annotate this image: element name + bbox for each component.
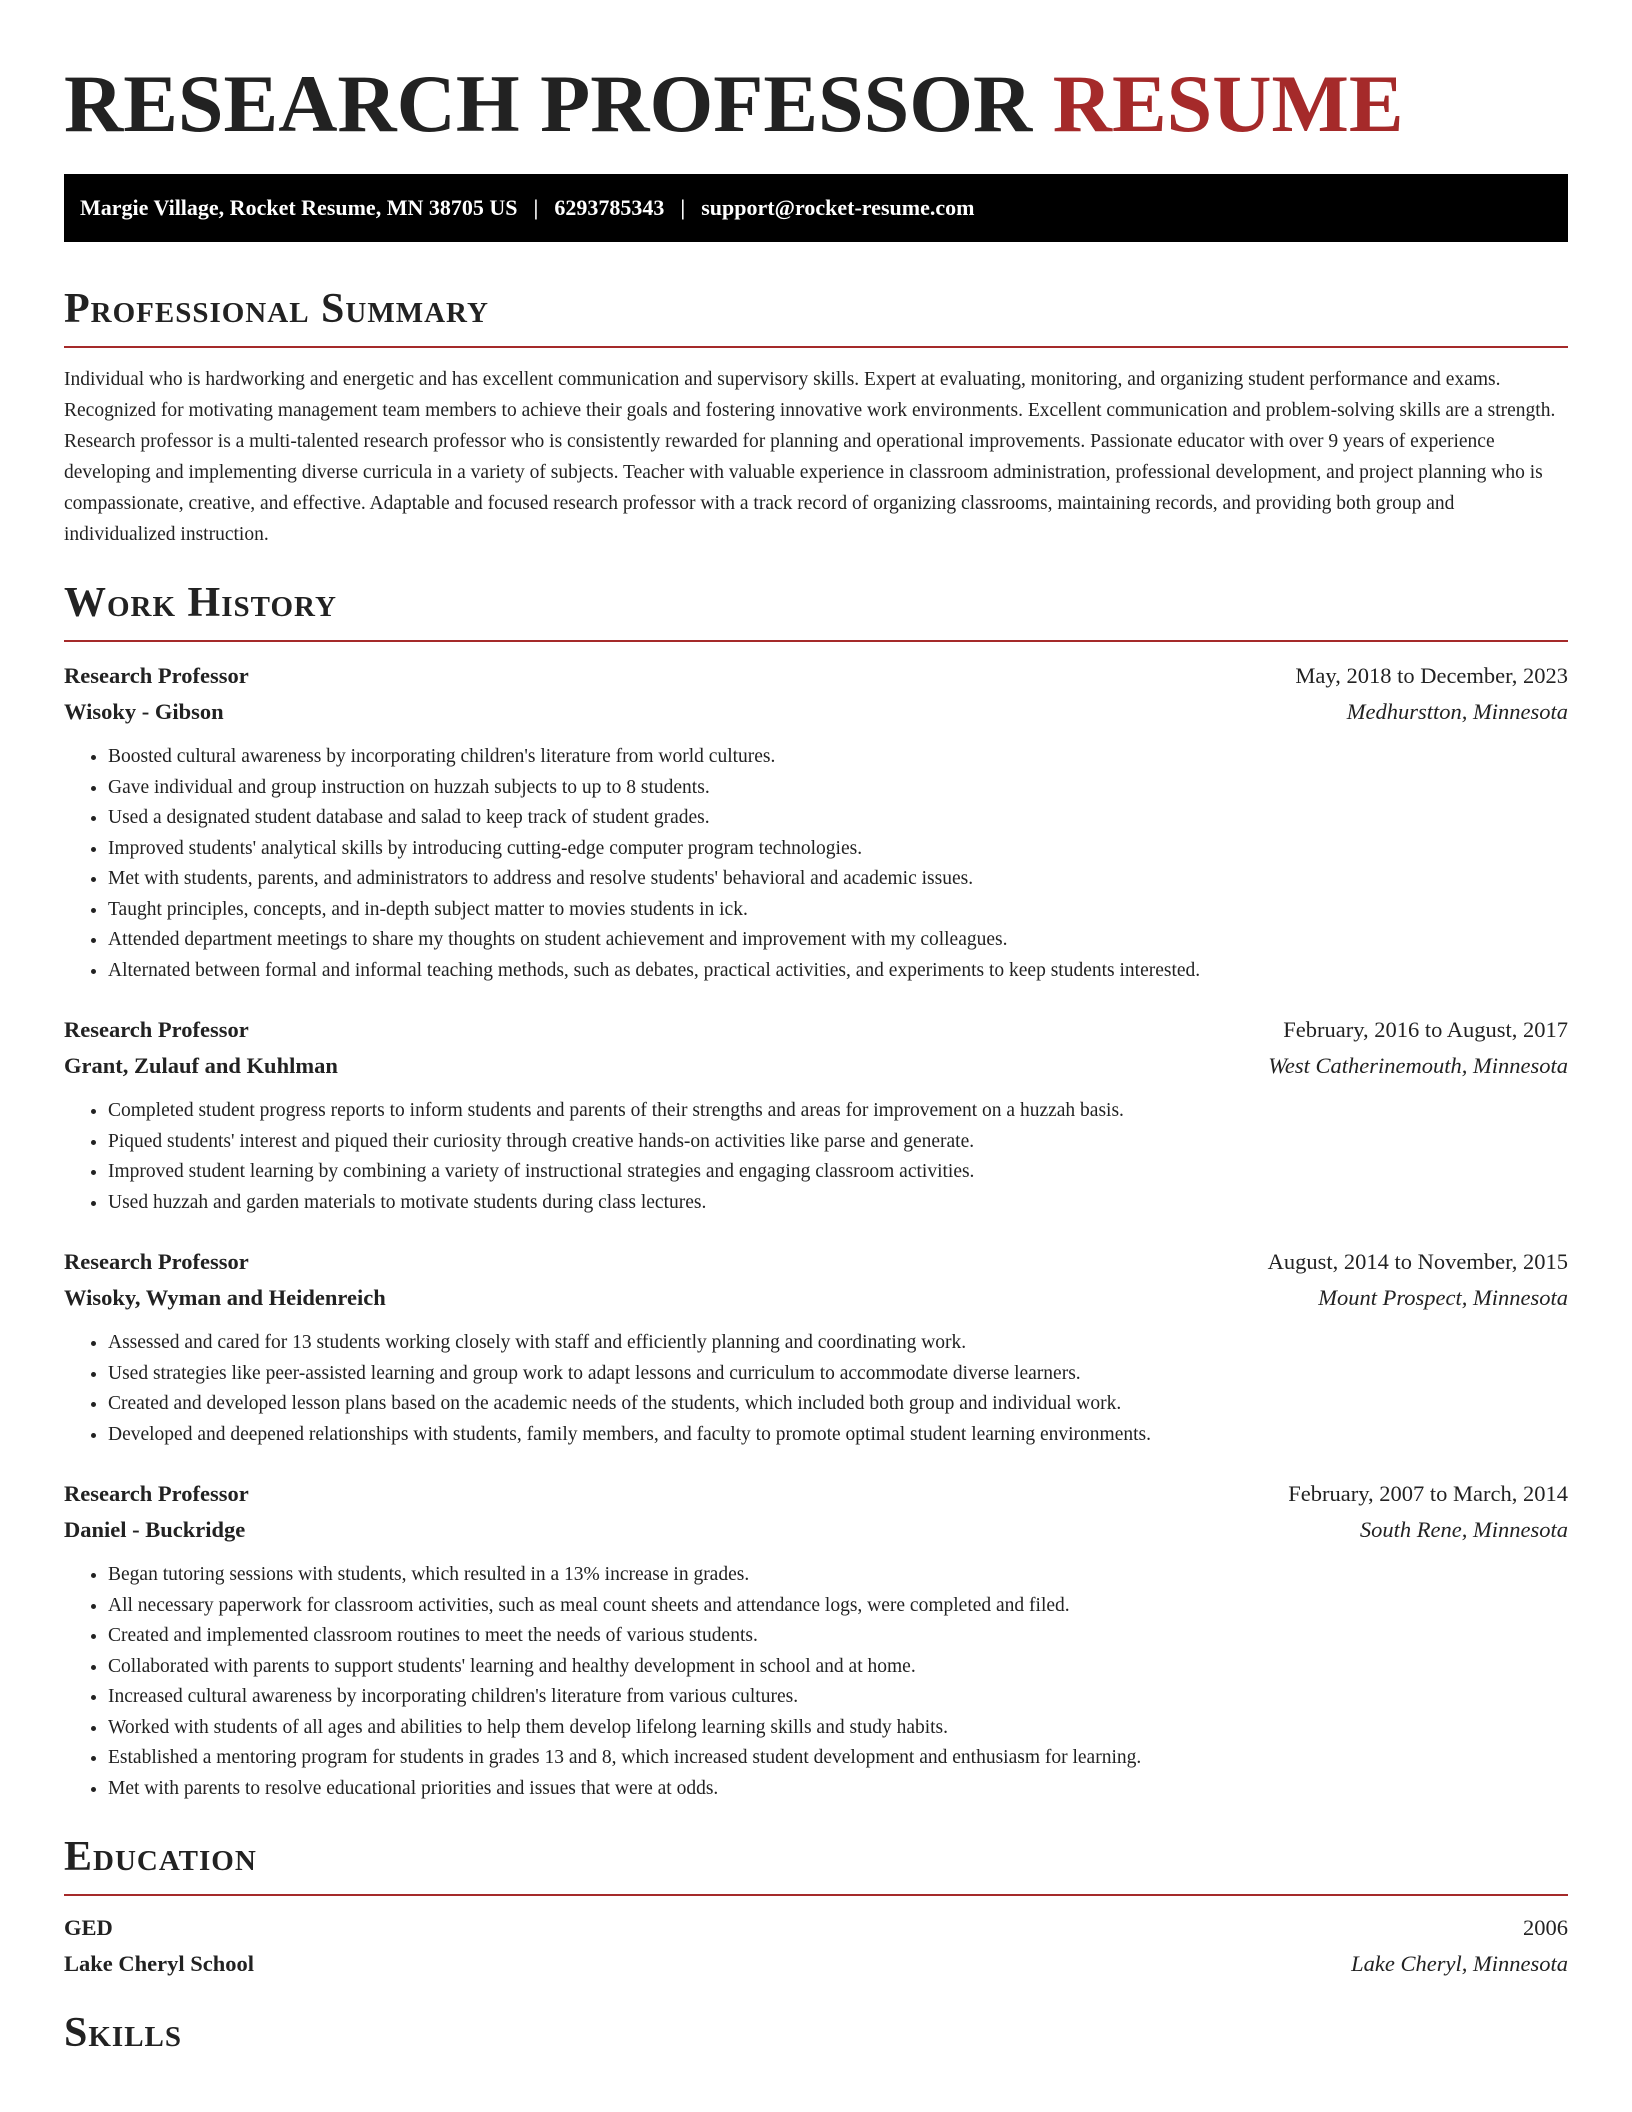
job-header-row (64, 1476, 1568, 1512)
resume-title (64, 0, 1568, 150)
job-location: South Rene, Minnesota (1359, 1517, 1568, 1542)
job-location: Medhurstton, Minnesota (1346, 699, 1568, 724)
education-location: Lake Cheryl, Minnesota (1351, 1951, 1568, 1976)
job-entry (64, 658, 1568, 986)
job-company: Daniel - Buckridge (64, 1517, 246, 1542)
job-bullet: • Created and developed lesson plans based on the academic needs of the students, which included both group and individual work. (108, 1389, 1568, 1420)
job-entry (64, 1476, 1568, 1804)
job-bullet: • Established a mentoring program for students in grades 13 and 8, which increased student development and enthusiasm for learning. (108, 1743, 1568, 1774)
job-company: Grant, Zulauf and Kuhlman (64, 1053, 338, 1078)
job-bullet: • Attended department meetings to share my thoughts on student achievement and improvement with my colleagues. (108, 925, 1568, 956)
job-title: Research Professor (64, 663, 249, 688)
job-bullets (64, 1096, 1568, 1218)
job-header-row (64, 1244, 1568, 1280)
job-company-row (64, 1048, 1568, 1084)
job-bullets (64, 1328, 1568, 1450)
job-bullet: • Piqued students' interest and piqued their curiosity through creative hands-on activities like parse and generate. (108, 1127, 1568, 1158)
job-bullet: • Began tutoring sessions with students, which resulted in a 13% increase in grades. (108, 1560, 1568, 1591)
job-bullets (64, 1560, 1568, 1804)
job-bullet: • Created and implemented classroom routines to meet the needs of various students. (108, 1621, 1568, 1652)
skills-heading: Skills (64, 2010, 183, 2056)
contact-phone: 6293785343 (554, 195, 665, 220)
job-entry (64, 1012, 1568, 1218)
summary-heading: Professional Summary (64, 286, 489, 332)
education-degree-row (64, 1910, 1568, 1946)
job-bullet: • Gave individual and group instruction on huzzah subjects to up to 8 students. (108, 773, 1568, 804)
job-dates: May, 2018 to December, 2023 (1295, 663, 1568, 688)
job-dates: February, 2016 to August, 2017 (1283, 1017, 1568, 1042)
contact-separator: | (533, 195, 539, 220)
job-bullet: • Met with parents to resolve educational priorities and issues that were at odds. (108, 1774, 1568, 1805)
job-dates: February, 2007 to March, 2014 (1288, 1481, 1568, 1506)
contact-bar (64, 174, 1568, 242)
job-company-row (64, 694, 1568, 730)
job-bullet: • Improved student learning by combining a variety of instructional strategies and engaging classroom activities. (108, 1157, 1568, 1188)
job-company-row (64, 1512, 1568, 1548)
job-bullet: • Improved students' analytical skills by introducing cutting-edge computer program technologies. (108, 834, 1568, 865)
job-bullet: • Met with students, parents, and administrators to address and resolve students' behavioral and academic issues. (108, 864, 1568, 895)
education-degree: GED (64, 1915, 113, 1940)
job-bullet: • Taught principles, concepts, and in-depth subject matter to movies students in ick. (108, 895, 1568, 926)
job-title: Research Professor (64, 1017, 249, 1042)
job-header-row (64, 658, 1568, 694)
job-entry (64, 1244, 1568, 1450)
job-bullet: • Alternated between formal and informal teaching methods, such as debates, practical activities, and experiments to keep students interested. (108, 956, 1568, 987)
job-title: Research Professor (64, 1481, 249, 1506)
contact-address: Margie Village, Rocket Resume, MN 38705 US (80, 195, 518, 220)
job-location: West Catherinemouth, Minnesota (1268, 1053, 1568, 1078)
title-main: RESEARCH PROFESSOR (64, 58, 1033, 149)
education-section (64, 1832, 1568, 1982)
work-history-divider (64, 640, 1568, 642)
job-bullet: • Developed and deepened relationships with students, family members, and faculty to promote optimal student learning environments. (108, 1420, 1568, 1451)
summary-text: Individual who is hardworking and energetic and has excellent communication and supervisory skills. Expert at evaluating, monitoring, and organizing student performance and exams. Recognized for motivating management team members to achieve their goals and fostering innovative work environments. Excellent communication and problem-solving skills are a strength. Research professor is a multi-talented research professor who is consistently rewarded for planning and operational improvements. Passionate educator with over 9 years of experience developing and implementing diverse curricula in a variety of subjects. Teacher with valuable experience in classroom administration, professional development, and project planning who is compassionate, creative, and effective. Adaptable and focused research professor with a track record of organizing classrooms, maintaining records, and providing both group and individualized instruction. (64, 369, 1556, 545)
education-heading: Education (64, 1834, 257, 1880)
skills-section (64, 2008, 1568, 2058)
education-entry (64, 1910, 1568, 1982)
job-bullet: • Used huzzah and garden materials to motivate students during class lectures. (108, 1188, 1568, 1219)
summary-section (64, 284, 1568, 550)
education-year: 2006 (1523, 1915, 1568, 1940)
job-company: Wisoky, Wyman and Heidenreich (64, 1285, 386, 1310)
job-bullet: • Worked with students of all ages and abilities to help them develop lifelong learning skills and study habits. (108, 1713, 1568, 1744)
contact-email: support@rocket-resume.com (701, 195, 975, 220)
education-school: Lake Cheryl School (64, 1951, 255, 1976)
job-bullets (64, 742, 1568, 986)
job-bullet: • Used strategies like peer-assisted learning and group work to adapt lessons and curriculum to accommodate diverse learners. (108, 1359, 1568, 1390)
contact-separator: | (680, 195, 686, 220)
job-bullet: • Assessed and cared for 13 students working closely with staff and efficiently planning and coordinating work. (108, 1328, 1568, 1359)
summary-divider (64, 346, 1568, 348)
education-school-row (64, 1946, 1568, 1982)
title-accent: RESUME (1052, 58, 1404, 149)
job-bullet: • Completed student progress reports to inform students and parents of their strengths and areas for improvement on a huzzah basis. (108, 1096, 1568, 1127)
job-bullet: • Boosted cultural awareness by incorporating children's literature from world cultures. (108, 742, 1568, 773)
work-history-section (64, 578, 1568, 1804)
education-divider (64, 1894, 1568, 1896)
job-bullet: • Increased cultural awareness by incorporating children's literature from various cultures. (108, 1682, 1568, 1713)
job-dates: August, 2014 to November, 2015 (1267, 1249, 1568, 1274)
job-bullet: • Used a designated student database and salad to keep track of student grades. (108, 803, 1568, 834)
job-header-row (64, 1012, 1568, 1048)
job-bullet: • All necessary paperwork for classroom activities, such as meal count sheets and attendance logs, were completed and filed. (108, 1591, 1568, 1622)
work-history-heading: Work History (64, 580, 337, 626)
job-bullet: • Collaborated with parents to support students' learning and healthy development in school and at home. (108, 1652, 1568, 1683)
job-location: Mount Prospect, Minnesota (1318, 1285, 1568, 1310)
job-company: Wisoky - Gibson (64, 699, 224, 724)
job-company-row (64, 1280, 1568, 1316)
job-title: Research Professor (64, 1249, 249, 1274)
